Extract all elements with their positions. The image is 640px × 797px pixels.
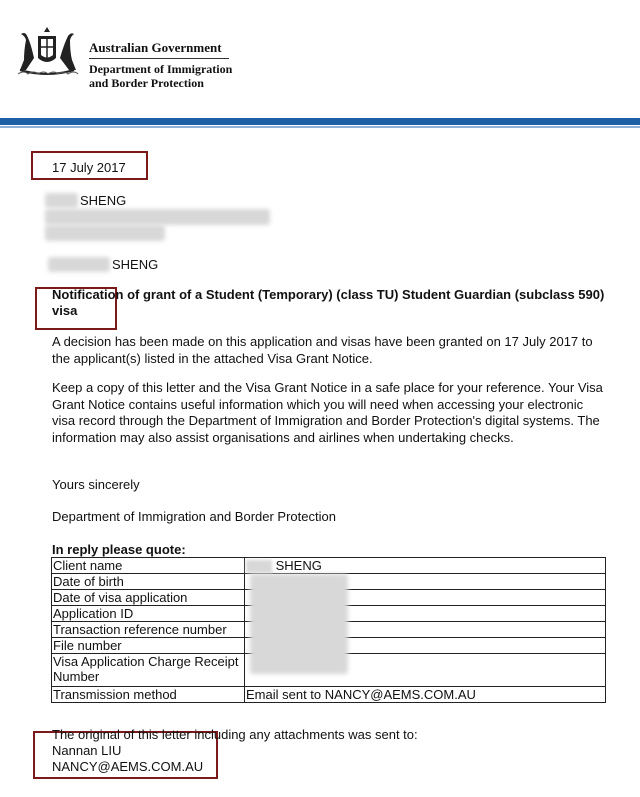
row-value: Email sent to NANCY@AEMS.COM.AU <box>245 687 606 703</box>
paragraph-keep-copy: Keep a copy of this letter and the Visa Grant Notice in a safe place for your reference. Your Visa Grant Notice contains useful information which you will need when accessing your electronic visa record through the Department of Immigration and Border Protection's digital systems. The information may also assist organisations and airlines when undertaking checks. <box>52 380 603 445</box>
row-label: Visa Application Charge Receipt Number <box>52 654 245 687</box>
row-label: Transmission method <box>52 687 245 703</box>
coat-of-arms-icon <box>14 22 80 82</box>
department-name <box>89 62 259 90</box>
redacted-reference-values <box>250 574 348 674</box>
redacted-address-line-2 <box>45 225 165 241</box>
government-name: Australian Government <box>89 40 222 55</box>
reference-heading: In reply please quote: <box>52 542 186 557</box>
recipient-intro: The original of this letter including any attachments was sent to: <box>52 727 418 742</box>
redacted-address-line-1 <box>45 209 270 225</box>
header-band <box>0 118 640 125</box>
row-value: SHENG <box>275 558 322 573</box>
signature: Department of Immigration and Border Protection <box>52 509 336 524</box>
row-label: Client name <box>52 558 245 574</box>
closing: Yours sincerely <box>52 477 140 492</box>
redacted-salutation-name <box>48 257 110 272</box>
department-line-2: and Border Protection <box>89 76 204 90</box>
redacted-given-name <box>45 193 78 208</box>
recipient-name: Nannan LIU <box>52 743 122 758</box>
recipient-email: NANCY@AEMS.COM.AU <box>52 759 204 774</box>
row-label: Transaction reference number <box>52 622 245 638</box>
department-line-1: Department of Immigration <box>89 62 233 76</box>
addressee-surname: SHENG <box>80 193 127 208</box>
row-label: Date of birth <box>52 574 245 590</box>
letter-subject: Notification of grant of a Student (Temporary) (class TU) Student Guardian (subclass 590) visa <box>52 287 605 318</box>
paragraph-decision: A decision has been made on this application and visas have been granted on 17 July 2017 to the applicant(s) listed in the attached Visa Grant Notice. <box>52 334 593 366</box>
redacted-value <box>246 560 272 573</box>
client-name-value <box>245 558 606 574</box>
letterhead <box>0 0 640 128</box>
salutation-surname: SHENG <box>112 257 159 272</box>
letter-date: 17 July 2017 <box>52 160 126 175</box>
recipient-block <box>52 727 418 775</box>
row-label: File number <box>52 638 245 654</box>
divider <box>89 58 229 59</box>
header-band-thin <box>0 126 640 128</box>
table-row <box>52 558 606 574</box>
row-label: Application ID <box>52 606 245 622</box>
row-label: Date of visa application <box>52 590 245 606</box>
table-row <box>52 687 606 703</box>
